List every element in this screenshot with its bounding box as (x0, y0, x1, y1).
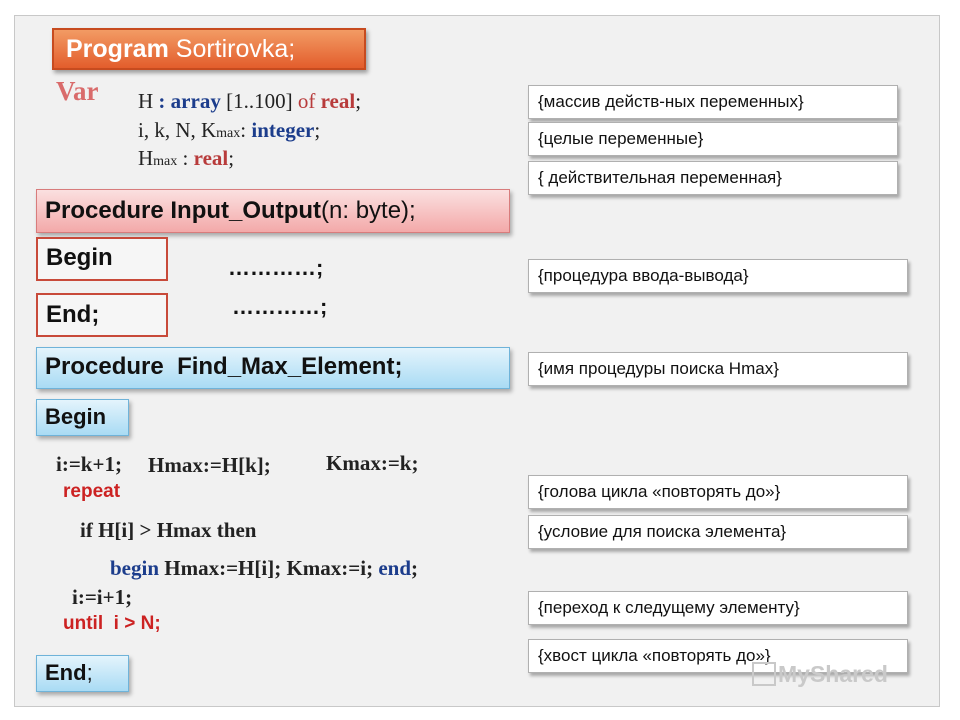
code-begin-line (110, 556, 418, 581)
code-repeat-keyword: repeat (63, 481, 121, 502)
comment-next-element: {переход к следущему элементу} (528, 591, 908, 625)
decl-idents: i, k, N, K (138, 118, 217, 142)
end-semi: ; (86, 660, 93, 685)
decl-ident: H (138, 89, 154, 113)
procedure-input-output-header (36, 189, 510, 233)
code-if-line: if H[i] > Hmax then (80, 518, 257, 542)
code-begin-keyword: begin (110, 556, 160, 580)
comment-loop-tail: {хвост цикла «повторять до»} (528, 639, 908, 673)
code-until-keyword: until (63, 613, 104, 634)
placeholder-dots-1: …………; (228, 255, 324, 280)
decl-line-3 (138, 146, 234, 171)
begin-block-2: Begin (36, 399, 129, 436)
decl-semi: ; (355, 89, 362, 113)
comment-find-max-name: {имя процедуры поиска Hmax} (528, 352, 908, 386)
procedure-params: (n: byte); (321, 197, 416, 224)
placeholder-dots-2: …………; (232, 294, 328, 319)
procedure-name: Find_Max_Element; (177, 353, 403, 380)
procedure-keyword: Procedure (45, 353, 164, 380)
code-init-i: i:=k+1; (56, 452, 122, 476)
procedure-keyword: Procedure (45, 197, 164, 224)
procedure-find-max-header (36, 347, 510, 389)
comment-real-array: {массив действ-ных переменных} (528, 85, 898, 119)
decl-semi: ; (228, 146, 235, 170)
decl-ident: H (138, 146, 154, 170)
decl-array-kw: array (170, 89, 221, 113)
comment-real-var: { действительная переменная} (528, 161, 898, 195)
comment-condition: {условие для поиска элемента} (528, 515, 908, 549)
decl-line-2 (138, 118, 320, 143)
watermark-logo-icon (752, 662, 776, 686)
decl-colon: : (177, 146, 194, 170)
program-title-box (52, 28, 366, 70)
decl-type: integer (251, 118, 315, 142)
program-name: Sortirovka; (175, 35, 296, 63)
decl-of-kw: of (297, 89, 316, 113)
decl-range: [1..100] (226, 89, 293, 113)
procedure-name: Input_Output (170, 197, 322, 224)
decl-subscript: max (216, 126, 241, 141)
decl-semi: ; (314, 118, 321, 142)
var-label: Var (56, 76, 99, 106)
code-init-hmax: Hmax:=H[k]; (148, 453, 271, 477)
code-end-keyword: end (378, 556, 412, 580)
begin-block-1: Begin (36, 237, 168, 281)
decl-colon: : (240, 118, 247, 142)
decl-line-1 (138, 89, 361, 114)
comment-loop-head: {голова цикла «повторять до»} (528, 475, 908, 509)
code-end-semi: ; (411, 556, 419, 580)
program-keyword: Program (66, 35, 169, 63)
code-until-line (63, 613, 161, 635)
end-block-1: End; (36, 293, 168, 337)
decl-subscript: max (153, 154, 178, 169)
code-increment: i:=i+1; (72, 585, 133, 609)
watermark-text: MyShared (778, 661, 888, 687)
end-block-2 (36, 655, 129, 692)
code-init-kmax: Kmax:=k; (326, 451, 419, 475)
code-until-condition: i > N; (113, 613, 161, 634)
comment-integer-vars: {целые переменные} (528, 122, 898, 156)
decl-type: real (320, 89, 356, 113)
end-word: End (45, 660, 87, 685)
decl-colon: : (158, 89, 166, 113)
code-body: Hmax:=H[i]; Kmax:=i; (164, 556, 374, 580)
comment-io-procedure: {процедура ввода-вывода} (528, 259, 908, 293)
decl-type: real (193, 146, 229, 170)
